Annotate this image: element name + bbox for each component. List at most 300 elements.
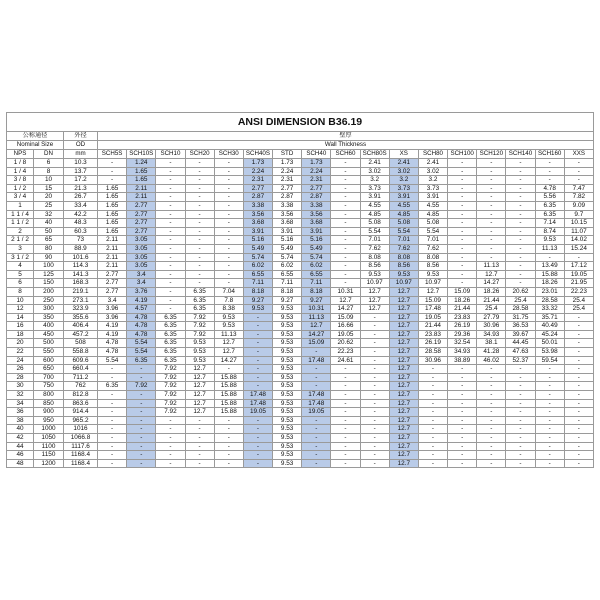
table-cell: 14.27 [302,330,331,339]
table-cell: 25.4 [564,305,593,314]
table-cell: - [331,425,360,434]
table-cell: - [564,322,593,331]
table-cell: - [477,373,506,382]
table-cell: - [156,244,185,253]
table-cell: 125 [34,270,64,279]
table-cell: 12.7 [389,425,418,434]
table-cell: 3.73 [360,184,389,193]
table-cell: - [156,425,185,434]
schedule-header-sch100: SCH100 [448,150,477,159]
mm-header: mm [64,150,98,159]
table-cell: - [477,167,506,176]
table-cell: 2.87 [302,193,331,202]
table-cell: 9.53 [418,270,447,279]
table-cell: - [243,313,272,322]
table-cell: 1 / 8 [7,159,34,168]
nominal-size-cn: 公称通径 [7,132,64,141]
table-cell: 2.77 [127,219,156,228]
table-cell: - [214,210,243,219]
table-cell: 12.7 [214,339,243,348]
table-cell: - [331,459,360,468]
table-cell: 5.54 [98,356,127,365]
table-cell: - [243,382,272,391]
table-cell: 2 1 / 2 [7,236,34,245]
od-cn: 外径 [64,132,98,141]
table-cell: 13.7 [64,167,98,176]
table-cell: 34 [7,399,34,408]
table-cell: - [331,434,360,443]
table-cell: - [506,408,535,417]
table-row [7,425,594,434]
table-cell: 7.92 [185,322,214,331]
table-cell: 1168.4 [64,459,98,468]
table-cell: 32 [7,391,34,400]
table-cell: - [185,184,214,193]
table-cell: - [331,184,360,193]
table-cell: 25.4 [506,296,535,305]
table-cell: - [214,167,243,176]
table-cell: - [127,416,156,425]
table-cell: 19.05 [564,270,593,279]
table-row [7,262,594,271]
table-cell: 3.38 [302,201,331,210]
table-cell: 1.65 [98,227,127,236]
table-cell: - [214,416,243,425]
table-cell: - [360,313,389,322]
table-cell: - [535,451,564,460]
table-cell: 400 [34,322,64,331]
table-cell: 355.6 [64,313,98,322]
table-cell: - [243,348,272,357]
table-cell: - [185,201,214,210]
table-cell: 3.91 [418,193,447,202]
table-cell: 12.7 [360,305,389,314]
table-cell: 22 [7,348,34,357]
table-cell: 7.92 [156,365,185,374]
table-cell: - [243,459,272,468]
table-cell: 1200 [34,459,64,468]
table-cell: - [360,330,389,339]
schedule-header-sch60: SCH60 [331,150,360,159]
table-cell: 5.74 [273,253,302,262]
table-cell: - [156,416,185,425]
table-cell: 17.2 [64,176,98,185]
table-cell: 12.7 [302,322,331,331]
table-row [7,365,594,374]
table-cell: 16 [7,322,34,331]
table-cell: - [506,262,535,271]
table-cell: - [506,244,535,253]
table-cell: - [98,159,127,168]
table-cell: 9.53 [273,442,302,451]
table-cell: - [506,279,535,288]
table-cell: 6.55 [302,270,331,279]
table-cell: - [506,210,535,219]
table-cell: - [331,442,360,451]
table-cell: - [243,330,272,339]
table-cell: 5.16 [302,236,331,245]
table-cell: - [360,416,389,425]
table-cell: 2.41 [389,159,418,168]
table-cell: 59.54 [535,356,564,365]
table-cell: - [448,459,477,468]
table-cell: 48 [7,459,34,468]
table-cell: 88.9 [64,244,98,253]
table-cell: 6.35 [156,339,185,348]
table-cell: 2.11 [127,184,156,193]
table-cell: - [506,184,535,193]
table-cell: 9.53 [273,425,302,434]
table-cell: 34.93 [448,348,477,357]
table-cell: - [331,451,360,460]
table-cell: - [98,365,127,374]
table-cell: 250 [34,296,64,305]
table-cell: - [448,210,477,219]
table-cell: - [185,210,214,219]
table-cell: 9.53 [273,416,302,425]
table-cell: 6.35 [127,356,156,365]
table-cell: 12.7 [389,330,418,339]
nps-header: NPS [7,150,34,159]
table-cell: 3.56 [273,210,302,219]
table-cell: 609.6 [64,356,98,365]
table-cell: - [535,176,564,185]
table-cell: - [418,373,447,382]
table-cell: - [535,391,564,400]
table-cell: 273.1 [64,296,98,305]
table-cell: - [302,348,331,357]
table-cell: 15.88 [214,408,243,417]
table-cell: 31.75 [506,313,535,322]
table-cell: 7.01 [360,236,389,245]
table-cell: 9.53 [273,313,302,322]
table-cell: 26 [7,365,34,374]
table-cell: 8.18 [302,287,331,296]
table-cell: 9.53 [535,236,564,245]
table-cell: 6.35 [156,356,185,365]
table-cell: - [331,382,360,391]
table-cell: 36.53 [506,322,535,331]
table-cell: - [214,184,243,193]
schedule-header-sch40s: SCH40S [243,150,272,159]
table-cell: 9.27 [273,296,302,305]
table-cell: - [564,408,593,417]
table-cell: 9.27 [243,296,272,305]
table-cell: - [477,227,506,236]
table-cell: 30.96 [477,322,506,331]
table-cell: 3.91 [243,227,272,236]
table-cell: 12.7 [389,365,418,374]
table-cell: - [243,425,272,434]
table-cell: 20.62 [331,339,360,348]
table-cell: 114.3 [64,262,98,271]
table-cell: 2.11 [98,262,127,271]
table-cell: - [185,253,214,262]
table-cell: - [564,253,593,262]
table-cell: 1.65 [98,184,127,193]
table-cell: 18.26 [535,279,564,288]
table-cell: - [564,167,593,176]
table-cell: 34.93 [477,330,506,339]
table-cell: - [185,442,214,451]
table-cell: 4.19 [98,322,127,331]
table-cell: - [448,270,477,279]
table-cell: 15.09 [418,296,447,305]
table-cell: 80 [34,244,64,253]
table-row [7,244,594,253]
table-title: ANSI DIMENSION B36.19 [7,113,594,132]
table-cell: - [127,434,156,443]
table-cell: 7.04 [214,287,243,296]
table-cell: - [564,399,593,408]
table-cell: 47.63 [506,348,535,357]
table-cell: 40.49 [535,322,564,331]
schedule-header-sch140: SCH140 [506,150,535,159]
table-cell: - [127,442,156,451]
table-cell: - [127,451,156,460]
table-cell: - [418,399,447,408]
table-cell: 12.7 [185,408,214,417]
table-cell: - [331,219,360,228]
table-cell: - [243,365,272,374]
table-cell: 5.54 [127,348,156,357]
table-cell: - [243,416,272,425]
table-cell: 12.7 [389,296,418,305]
table-cell: 1 1 / 2 [7,219,34,228]
table-cell: 46.02 [477,356,506,365]
table-cell: - [564,339,593,348]
table-cell: 9.53 [185,348,214,357]
table-cell: 3.02 [418,167,447,176]
table-cell: - [448,434,477,443]
table-cell: - [564,356,593,365]
table-cell: - [185,459,214,468]
table-cell: - [448,201,477,210]
table-cell: - [214,279,243,288]
table-cell: 33.4 [64,201,98,210]
table-cell: 15.88 [214,391,243,400]
table-cell: - [448,236,477,245]
table-cell: - [331,201,360,210]
table-cell: - [448,399,477,408]
table-cell: - [360,373,389,382]
table-cell: - [506,270,535,279]
table-cell: 7.01 [418,236,447,245]
table-cell: 900 [34,408,64,417]
table-cell: - [214,434,243,443]
table-cell: - [477,451,506,460]
table-cell: - [331,159,360,168]
table-cell: 101.6 [64,253,98,262]
table-cell: - [98,442,127,451]
table-cell: 1168.4 [64,451,98,460]
table-cell: 323.9 [64,305,98,314]
table-cell: 12.7 [389,382,418,391]
table-row [7,356,594,365]
table-cell: 3.76 [127,287,156,296]
table-cell: - [535,459,564,468]
table-cell: 550 [34,348,64,357]
schedule-header-sch10s: SCH10S [127,150,156,159]
table-cell: - [506,442,535,451]
table-cell: 12.7 [389,305,418,314]
table-cell: 4.78 [127,313,156,322]
table-cell: 7.92 [127,382,156,391]
table-cell: 17.48 [243,391,272,400]
table-cell: - [448,382,477,391]
table-cell: 28.58 [506,305,535,314]
table-row [7,159,594,168]
table-cell: 7.92 [156,399,185,408]
table-cell: 18.26 [477,287,506,296]
table-cell: - [302,382,331,391]
table-cell: - [185,227,214,236]
table-cell: 7.62 [389,244,418,253]
table-cell: 12.7 [389,451,418,460]
table-cell: 12.7 [389,416,418,425]
table-cell: 8.56 [360,262,389,271]
table-cell: - [477,425,506,434]
table-cell: - [98,391,127,400]
table-cell: 12.7 [389,391,418,400]
table-cell: - [185,167,214,176]
table-cell: 16.66 [331,322,360,331]
table-cell: 18.26 [448,296,477,305]
table-cell: 9.53 [273,373,302,382]
table-cell: - [156,451,185,460]
table-cell: 4.55 [389,201,418,210]
schedule-header-sch10: SCH10 [156,150,185,159]
table-cell: 10.31 [302,305,331,314]
table-cell: 5.08 [360,219,389,228]
table-row [7,167,594,176]
table-cell: 25.4 [477,305,506,314]
table-row [7,313,594,322]
table-cell: 1150 [34,451,64,460]
table-cell: 10.3 [64,159,98,168]
table-cell: - [98,373,127,382]
table-cell: - [564,442,593,451]
table-cell: 1.65 [98,201,127,210]
table-row [7,193,594,202]
table-cell: 46 [7,451,34,460]
table-cell: 41.28 [477,348,506,357]
table-cell: 19.05 [243,408,272,417]
table-cell: 12.7 [389,373,418,382]
table-row [7,416,594,425]
table-cell: 9.7 [564,210,593,219]
table-cell: 9.53 [273,305,302,314]
table-cell: 9.53 [185,339,214,348]
table-cell: - [98,408,127,417]
table-cell: - [360,408,389,417]
table-cell: - [418,442,447,451]
table-cell: 3.91 [360,193,389,202]
table-cell: 9.53 [273,339,302,348]
table-cell: 4.85 [389,210,418,219]
table-cell: 650 [34,365,64,374]
table-cell: 9.53 [214,322,243,331]
table-cell: - [506,451,535,460]
table-cell: 23.83 [418,330,447,339]
table-cell: 17.48 [418,305,447,314]
table-cell: - [448,184,477,193]
table-cell: - [214,365,243,374]
table-cell: - [214,262,243,271]
table-cell: 5.08 [418,219,447,228]
table-cell: 3.05 [127,244,156,253]
schedule-header-sch5s: SCH5S [98,150,127,159]
table-cell: 4.55 [418,201,447,210]
table-cell: - [535,253,564,262]
table-cell: 35.71 [535,313,564,322]
table-cell: 350 [34,313,64,322]
table-cell: - [360,442,389,451]
table-cell: 3.68 [302,219,331,228]
table-cell: 2.77 [98,287,127,296]
table-row [7,305,594,314]
table-row [7,236,594,245]
table-cell: - [535,373,564,382]
table-cell: - [302,416,331,425]
table-cell: - [331,236,360,245]
table-cell: 11.13 [214,330,243,339]
table-cell: 11.13 [535,244,564,253]
table-cell: 9.53 [273,356,302,365]
table-cell: 9.53 [243,305,272,314]
table-cell: 5.54 [389,227,418,236]
table-cell: 3.2 [418,176,447,185]
table-cell: 9.53 [389,270,418,279]
table-cell: - [156,305,185,314]
table-cell: 44 [7,442,34,451]
table-cell: - [214,451,243,460]
table-cell: 9.53 [273,434,302,443]
table-cell: 2.77 [127,210,156,219]
table-cell: 750 [34,382,64,391]
table-cell: 2.77 [302,184,331,193]
table-cell: 3.68 [243,219,272,228]
table-cell: 6.35 [185,305,214,314]
table-cell: 3.2 [389,176,418,185]
table-cell: 2.24 [273,167,302,176]
table-cell: - [506,219,535,228]
table-cell: 36 [7,408,34,417]
table-cell: 20 [34,193,64,202]
table-cell: 13.49 [535,262,564,271]
table-cell: - [360,356,389,365]
table-cell: 1 [7,201,34,210]
table-cell: 19.05 [331,330,360,339]
table-cell: 4.85 [360,210,389,219]
table-cell: 7.11 [302,279,331,288]
table-cell: 12.7 [389,399,418,408]
table-cell: - [477,253,506,262]
table-row [7,459,594,468]
table-cell: 3.05 [127,253,156,262]
table-cell: 4.78 [98,339,127,348]
schedule-header-sch80s: SCH80S [360,150,389,159]
table-cell: 12.7 [389,442,418,451]
table-cell: - [302,442,331,451]
table-cell: 17.48 [302,399,331,408]
table-cell: - [418,365,447,374]
table-cell: 6.02 [273,262,302,271]
table-cell: - [156,219,185,228]
table-cell: - [418,451,447,460]
table-cell: 508 [64,339,98,348]
table-cell: 4.78 [98,348,127,357]
